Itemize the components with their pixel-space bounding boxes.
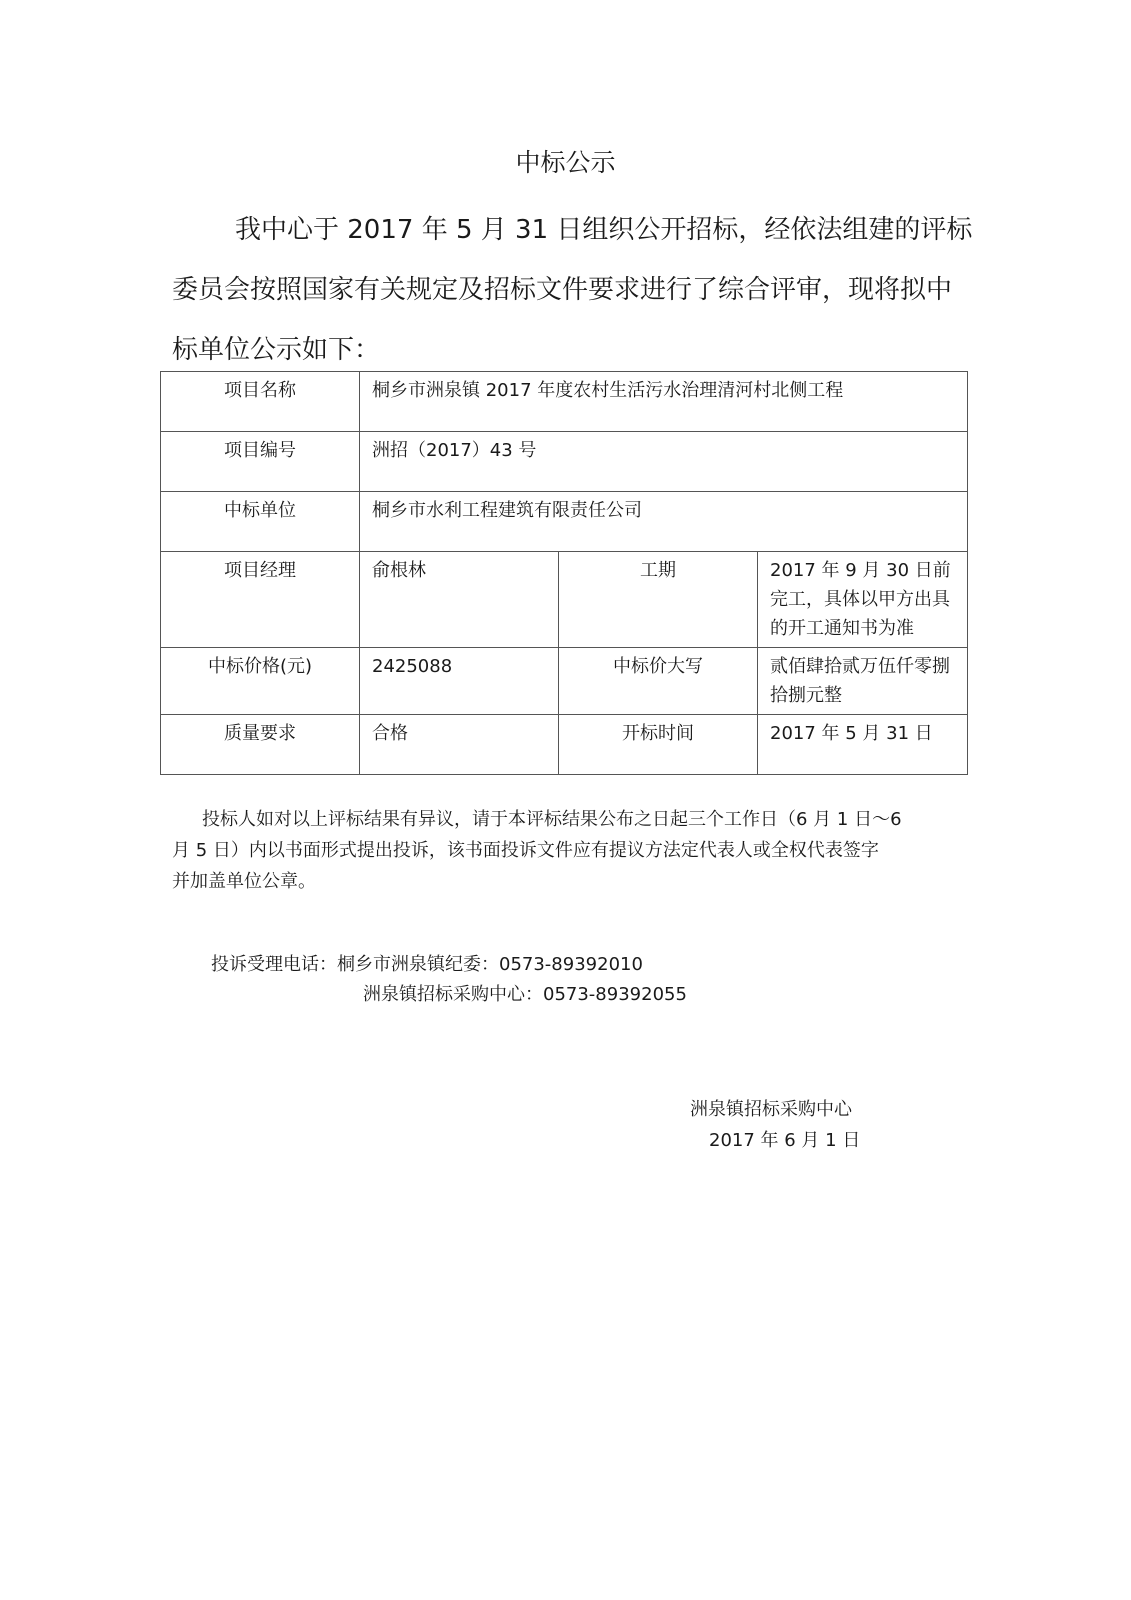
page-title: 中标公示 [515,148,616,177]
table-row [161,492,968,552]
open-time-value: 2017 年 5 月 31 日 [758,715,968,775]
intro-line-1: 我中心于 2017 年 5 月 31 日组织公开招标，经依法组建的评标 [235,215,973,245]
intro-line-3: 标单位公示如下： [172,335,381,365]
signature-date: 2017 年 6 月 1 日 [709,1130,861,1151]
table-row [161,648,968,715]
project-no-label: 项目编号 [161,432,360,492]
project-name-label: 项目名称 [161,372,360,432]
period-label: 工期 [559,552,758,648]
intro-line-2: 委员会按照国家有关规定及招标文件要求进行了综合评审，现将拟中 [172,275,953,305]
project-no-value: 洲招（2017）43 号 [360,432,968,492]
table-row [161,372,968,432]
intro-paragraph [172,200,973,380]
note-line-1: 投标人如对以上评标结果有异议，请于本评标结果公布之日起三个工作日（6 月 1 日～6 [202,809,902,830]
table-row [161,715,968,775]
objection-note [172,804,962,897]
table-row [161,552,968,648]
manager-label: 项目经理 [161,552,360,648]
period-value: 2017 年 9 月 30 日前完工，具体以甲方出具的开工通知书为准 [758,552,968,648]
quality-label: 质量要求 [161,715,360,775]
complaint-phone-2: 洲泉镇招标采购中心：0573-89392055 [363,984,687,1005]
complaint-phone-1: 投诉受理电话：桐乡市洲泉镇纪委：0573-89392010 [211,954,643,975]
note-line-2: 月 5 日）内以书面形式提出投诉，该书面投诉文件应有提议方法定代表人或全权代表签字 [172,840,879,861]
price-words-value: 贰佰肆拾贰万伍仟零捌拾捌元整 [758,648,968,715]
table-row [161,432,968,492]
winner-label: 中标单位 [161,492,360,552]
signature-org: 洲泉镇招标采购中心 [690,1099,852,1120]
price-value: 2425088 [360,648,559,715]
price-label: 中标价格(元) [161,648,360,715]
bid-result-table [160,371,968,775]
manager-value: 俞根林 [360,552,559,648]
open-time-label: 开标时间 [559,715,758,775]
project-name-value: 桐乡市洲泉镇 2017 年度农村生活污水治理清河村北侧工程 [360,372,968,432]
price-words-label: 中标价大写 [559,648,758,715]
quality-value: 合格 [360,715,559,775]
note-line-3: 并加盖单位公章。 [172,871,316,892]
winner-value: 桐乡市水利工程建筑有限责任公司 [360,492,968,552]
